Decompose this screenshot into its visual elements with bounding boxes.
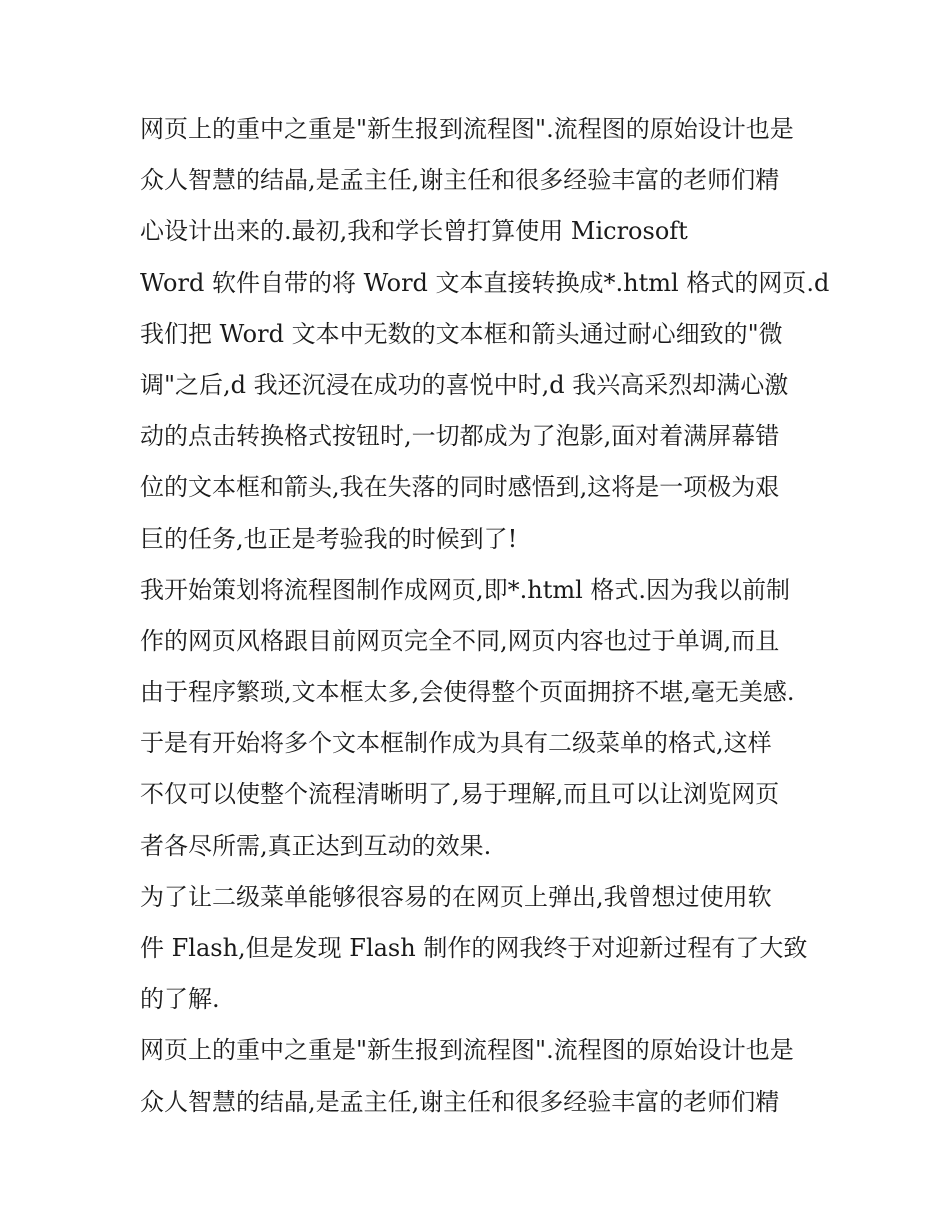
text-line: 众人智慧的结晶,是孟主任,谢主任和很多经验丰富的老师们精 [140,1087,780,1116]
text-line: 我们把 Word 文本中无数的文本框和箭头通过耐心细致的"微 [140,319,783,348]
text-line: 位的文本框和箭头,我在失落的同时感悟到,这将是一项极为艰 [140,473,780,502]
text-line: 心设计出来的.最初,我和学长曾打算使用 Microsoft [140,217,688,246]
text-line: 我开始策划将流程图制作成网页,即*.html 格式.因为我以前制 [140,575,791,604]
text-line: 不仅可以使整个流程清晰明了,易于理解,而且可以让浏览网页 [140,780,780,809]
text-line: 网页上的重中之重是"新生报到流程图".流程图的原始设计也是 [140,115,794,143]
text-line: 巨的任务,也正是考验我的时候到了! [140,524,518,553]
text-line: 的了解. [140,985,220,1014]
text-line: 于是有开始将多个文本框制作成为具有二级菜单的格式,这样 [140,729,772,758]
text-line: 由于程序繁琐,文本框太多,会使得整个页面拥挤不堪,毫无美感. [140,678,795,707]
text-line: Word 软件自带的将 Word 文本直接转换成*.html 格式的网页.d [140,268,830,297]
text-line: 动的点击转换格式按钮时,一切都成为了泡影,面对着满屏幕错 [140,422,780,451]
text-line: 网页上的重中之重是"新生报到流程图".流程图的原始设计也是 [140,1036,794,1065]
text-line: 调"之后,d 我还沉浸在成功的喜悦中时,d 我兴高采烈却满心激 [140,370,789,399]
text-line: 为了让二级菜单能够很容易的在网页上弹出,我曾想过使用软 [140,882,772,911]
document-text-body [140,104,830,1128]
text-line: 件 Flash,但是发现 Flash 制作的网我终于对迎新过程有了大致 [140,934,808,962]
text-line: 作的网页风格跟目前网页完全不同,网页内容也过于单调,而且 [140,626,780,655]
text-line: 者各尽所需,真正达到互动的效果. [140,831,492,860]
text-line: 众人智慧的结晶,是孟主任,谢主任和很多经验丰富的老师们精 [140,166,780,195]
